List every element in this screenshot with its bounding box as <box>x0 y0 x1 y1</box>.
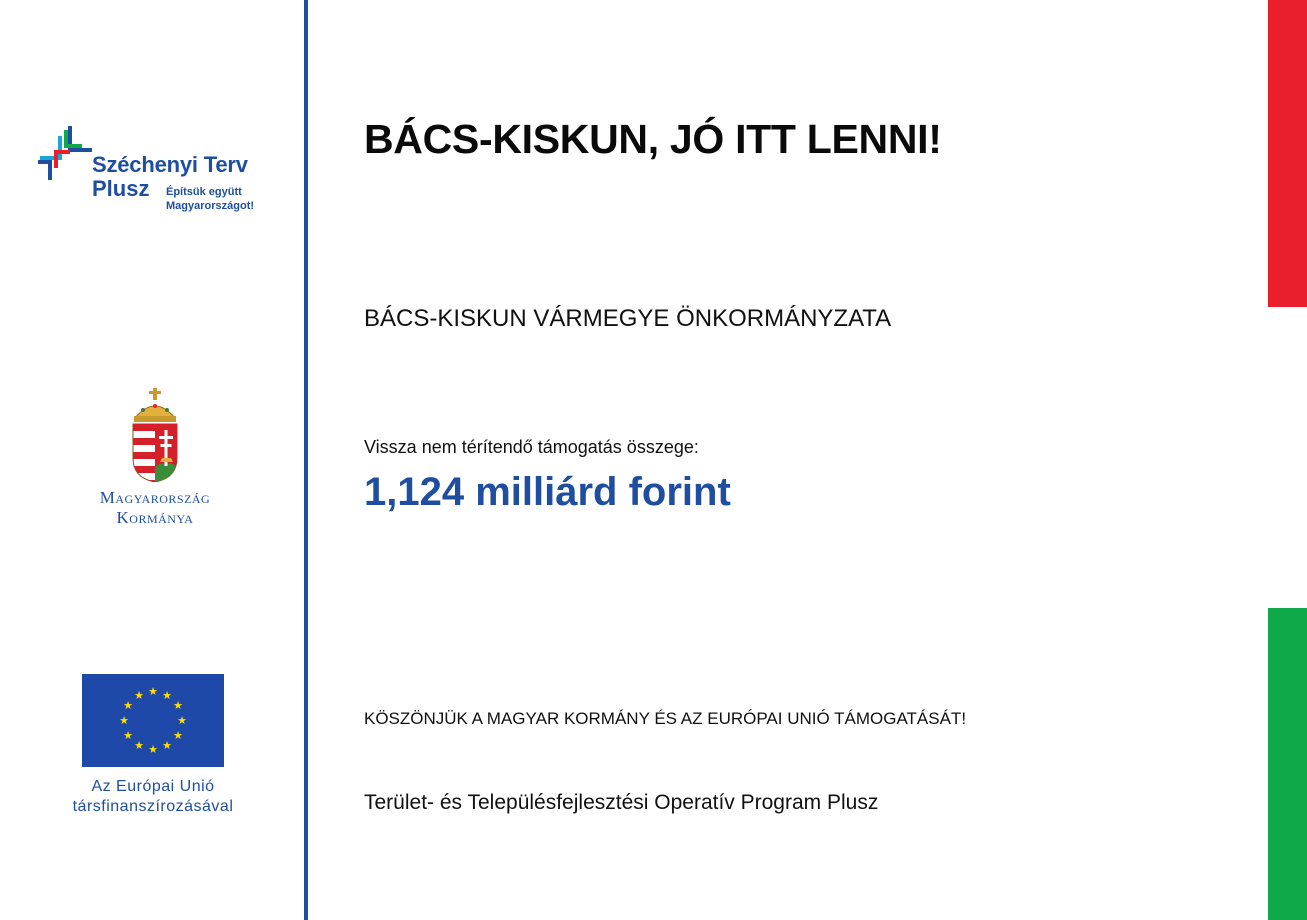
flag-red-stripe <box>1268 0 1307 307</box>
eu-caption-line-1: Az Európai Unió <box>91 778 215 795</box>
government-name-line-2: Kormánya <box>116 508 194 527</box>
szechenyi-title: Széchenyi Terv <box>92 152 248 177</box>
szechenyi-logo <box>36 124 286 224</box>
szechenyi-tagline-1: Építsük együtt <box>166 186 242 198</box>
szechenyi-plusz: Plusz <box>92 176 150 201</box>
svg-text:★: ★ <box>173 729 183 742</box>
flag-green-stripe <box>1268 608 1307 920</box>
amount-value: 1,124 milliárd forint <box>364 470 731 514</box>
headline: BÁCS-KISKUN, JÓ ITT LENNI! <box>364 116 942 162</box>
government-logo <box>70 388 240 538</box>
program-name: Terület- és Településfejlesztési Operatív Program Plusz <box>364 791 879 814</box>
svg-text:★: ★ <box>173 699 183 712</box>
hungarian-coat-of-arms-icon <box>129 388 181 482</box>
svg-text:★: ★ <box>134 689 144 702</box>
svg-text:★: ★ <box>119 714 129 727</box>
eu-caption-line-2: társfinanszírozásával <box>72 798 234 815</box>
svg-text:★: ★ <box>134 739 144 752</box>
svg-text:★: ★ <box>162 689 172 702</box>
beneficiary-name: BÁCS-KISKUN VÁRMEGYE ÖNKORMÁNYZATA <box>364 305 892 332</box>
svg-text:★: ★ <box>177 714 187 727</box>
government-name-line-1: Magyarország <box>99 488 211 507</box>
eu-flag-icon <box>82 674 224 767</box>
amount-label: Vissza nem térítendő támogatás összege: <box>364 437 699 457</box>
thanks-text: KÖSZÖNJÜK A MAGYAR KORMÁNY ÉS AZ EURÓPAI UNIÓ TÁMOGATÁSÁT! <box>364 709 967 728</box>
svg-text:★: ★ <box>148 743 158 756</box>
eu-stars <box>82 674 224 767</box>
svg-text:★: ★ <box>123 729 133 742</box>
svg-text:★: ★ <box>162 739 172 752</box>
svg-text:★: ★ <box>123 699 133 712</box>
svg-text:★: ★ <box>148 685 158 698</box>
szechenyi-cross-icon <box>36 124 94 184</box>
vertical-divider <box>304 0 308 920</box>
szechenyi-tagline-2: Magyarországot! <box>166 200 255 212</box>
